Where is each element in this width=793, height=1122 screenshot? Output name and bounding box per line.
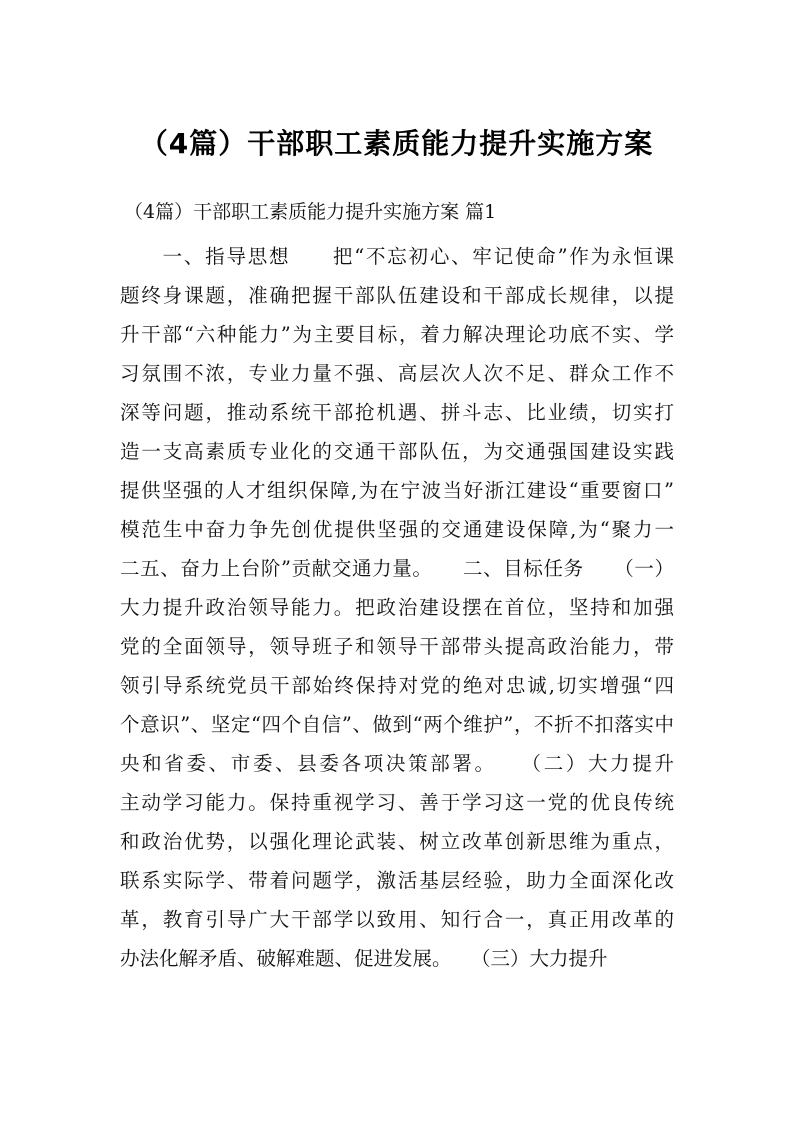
body-line: 大力提升政治领导能力。把政治建设摆在首位，坚持和加强 bbox=[120, 596, 674, 619]
body-line: 领引导系统党员干部始终保持对党的绝对忠诚,切实增强“四 bbox=[120, 674, 674, 697]
document-subtitle: （4篇）干部职工素质能力提升实施方案 篇1 bbox=[124, 201, 497, 223]
body-line: 央和省委、市委、县委各项决策部署。 （二）大力提升 bbox=[120, 752, 674, 775]
body-line: 党的全面领导，领导班子和领导干部带头提高政治能力，带 bbox=[120, 635, 674, 658]
body-line: 办法化解矛盾、破解难题、促进发展。 （三）大力提升 bbox=[120, 947, 608, 970]
document-title: （4篇）干部职工素质能力提升实施方案 bbox=[139, 127, 654, 160]
body-line: 和政治优势，以强化理论武装、树立改革创新思维为重点， bbox=[120, 830, 674, 853]
body-line: 升干部“六种能力”为主要目标，着力解决理论功底不实、学 bbox=[120, 323, 674, 346]
body-line: 主动学习能力。保持重视学习、善于学习这一党的优良传统 bbox=[120, 791, 674, 814]
document-body bbox=[120, 237, 674, 978]
body-line: 深等问题，推动系统干部抢机遇、拼斗志、比业绩，切实打 bbox=[120, 401, 674, 424]
body-line: 二五、奋力上台阶”贡献交通力量。 二、目标任务 （一） bbox=[120, 557, 674, 580]
body-line: 一、指导思想 把“不忘初心、牢记使命”作为永恒课 bbox=[120, 245, 674, 268]
body-line: 联系实际学、带着问题学，激活基层经验，助力全面深化改 bbox=[120, 869, 674, 892]
body-line: 习氛围不浓，专业力量不强、高层次人次不足、群众工作不 bbox=[120, 362, 674, 385]
body-line: 题终身课题，准确把握干部队伍建设和干部成长规律，以提 bbox=[120, 284, 674, 307]
body-line: 模范生中奋力争先创优提供坚强的交通建设保障,为“聚力一 bbox=[120, 518, 674, 541]
body-line: 提供坚强的人才组织保障,为在宁波当好浙江建设“重要窗口” bbox=[120, 479, 674, 502]
body-line: 造一支高素质专业化的交通干部队伍，为交通强国建设实践 bbox=[120, 440, 674, 463]
body-line: 个意识”、坚定“四个自信”、做到“两个维护”，不折不扣落实中 bbox=[120, 713, 674, 736]
body-line: 革，教育引导广大干部学以致用、知行合一，真正用改革的 bbox=[120, 908, 674, 931]
